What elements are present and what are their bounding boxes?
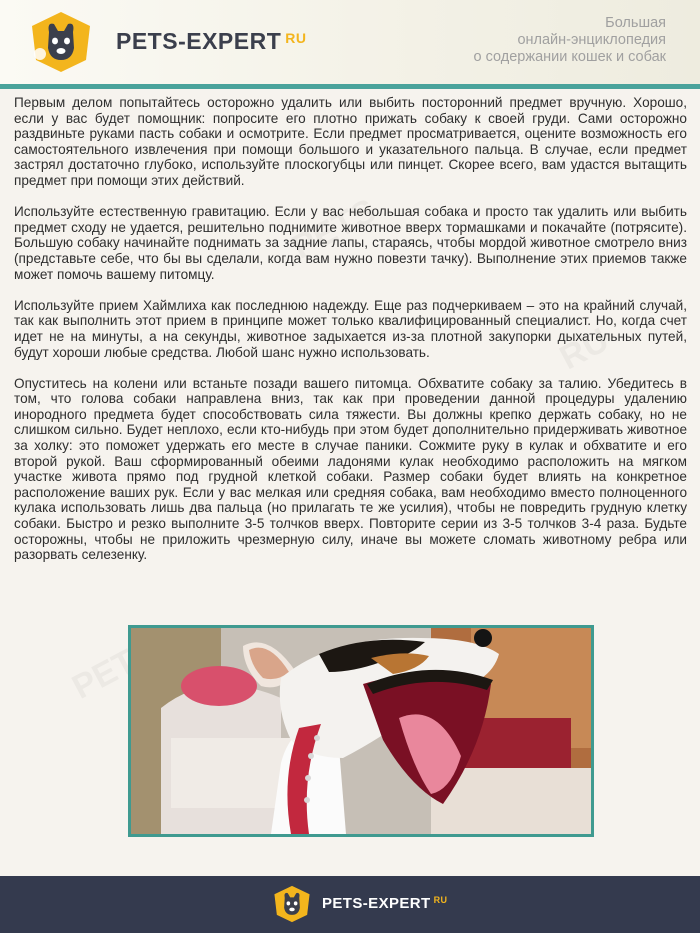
brand-name[interactable] <box>116 28 307 55</box>
site-header <box>0 0 700 84</box>
article-body <box>14 95 687 578</box>
header-divider <box>0 84 700 89</box>
tagline-line: о содержании кошек и собак <box>473 49 666 65</box>
article-paragraph: Первым делом попытайтесь осторожно удалить или выбить посторонний предмет вручную. Хорошо, если у вас будет помощник: попросите его плотно прижать собаку к своей груди. Сами осторожно раздвиньте руками пасть собаки и осмотрите. Если предмет просматривается, оцените возможность его самостоятельного извлечения при помощи большого и указательного пальца. В случае, если предмет застрял достаточно глубоко, используйте плоскогубцы или пинцет. Скорее всего, вам удастся вытащить предмет при помощи этих действий. <box>14 95 687 188</box>
footer-brand[interactable] <box>322 895 447 912</box>
article-paragraph: Используйте прием Хаймлиха как последнюю надежду. Еще раз подчеркиваем – это на крайний случай, так как выполнить этот прием в принципе может только квалифицированный специалист. Но, когда счет идет не на минуты, а на секунды, животное задыхается из-за плотной закупорки дыхательных путей, будут хороши любые средства. Любой шанс нужно использовать. <box>14 297 687 360</box>
yawning-dog-image <box>131 628 591 834</box>
article-paragraph: Опуститесь на колени или встаньте позади вашего питомца. Обхватите собаку за талию. Убедитесь в том, что голова собаки направлена вниз, так как при проведении данной процедуры удалению инородного предмета будет способствовать сила тяжести. Вы должны крепко держать собаку, но не слишком сильно. Будет неплохо, если кто-нибудь при этом будет дополнительно придерживать животное за холку: это поможет удержать его месте в случае паники. Сожмите руку в кулак и обхватите и его второй рукой. Ваш сформированный обеими ладонями кулак необходимо расположить на мягком участке живота прямо под грудной клеткой собаки. Размер собаки будет влиять на конкретное расположение ваших рук. Если у вас мелкая или средняя собака, вам необходимо вместо полноценного кулака использовать лишь два пальца (но прилагать те же усилия), чтобы не повредить грудную клетку собаки. Быстро и резко выполните 3-5 толчков вверх. Повторите серии из 3-5 толчков 3-4 раза. Будьте осторожны, чтобы не приложить чрезмерную силу, иначе вы можете сломать животному ребра или разорвать селезенку. <box>14 375 687 563</box>
dog-photo <box>128 625 594 837</box>
pets-expert-logo-icon[interactable] <box>28 10 94 74</box>
footer-brand-text: PETS-EXPERT <box>322 895 431 912</box>
site-footer <box>0 876 700 933</box>
footer-brand-suffix: RU <box>433 895 448 905</box>
site-tagline <box>474 15 666 66</box>
brand-name-text: PETS-EXPERT <box>116 28 282 54</box>
pets-expert-logo-icon[interactable] <box>272 884 312 924</box>
brand-suffix: RU <box>285 30 307 46</box>
article-paragraph: Используйте естественную гравитацию. Если у вас небольшая собака и просто так удалить или выбить предмет сходу не удается, решительно поднимите животное вверх тормашками и покачайте (потрясите). Большую собаку начинайте поднимать за задние лапы, стараясь, чтобы мордой животное смотрело вниз (представьте себе, что бы вы сделали, когда вам нужно повезти тачку). Выполнение этих приемов также может помочь вашему питомцу. <box>14 204 687 282</box>
tagline-line: онлайн-энциклопедия <box>517 32 666 48</box>
tagline-line: Большая <box>605 15 666 31</box>
